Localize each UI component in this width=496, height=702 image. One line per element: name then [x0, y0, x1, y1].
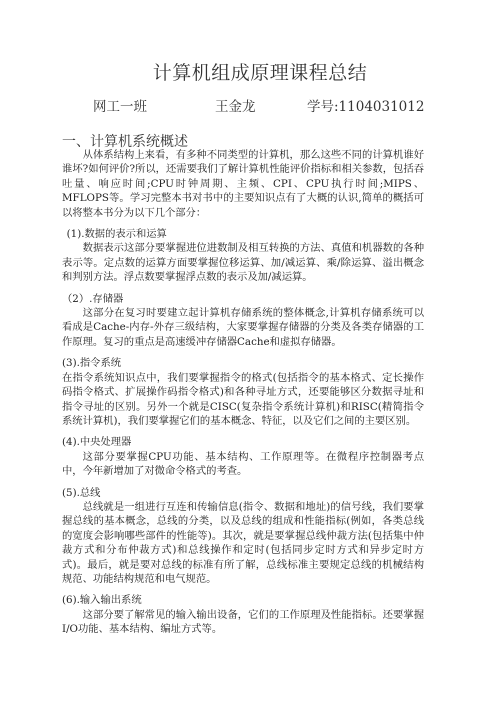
section-io-system — [62, 593, 424, 636]
section-text: 数据表示这部分要掌握进位进数制及相互转换的方法、真值和机器数的各种表示等。定点数的运算方面要掌握位移运算、加/减运算、乘/除运算、溢出概念和判别方法。浮点数要掌握浮点数的表示及加/减运算。 — [62, 242, 424, 284]
section-bus — [62, 486, 424, 587]
document-title: 计算机组成原理课程总结 — [152, 62, 368, 84]
section-title: (6).输入输出系统 — [62, 594, 142, 607]
document-body — [62, 148, 424, 637]
section-text: 总线就是一组进行互连和传输信息(指令、数据和地址)的信号线，我们要掌握总线的基本概念，总线的分类，以及总线的组成和性能指标(例如，各类总线的宽度会影响哪些部件的性能等)。其次，就是要掌握总线仲裁方法(包括集中仲裁方式和分布仲裁方式)和总线操作和定时(包括同步定时方式和异步定时方式)。最后，就是要对总线的标准有所了解，总线标准主要规定总线的机械结构规范、功能结构规范和电气规范。 — [62, 500, 424, 585]
section-title: (3).指令系统 — [62, 357, 122, 370]
section-text: 这部分在复习时要建立起计算机存储系统的整体概念,计算机存储系统可以看成是Cache-内存-外存三级结构，大家要掌握存储器的分类及各类存储器的工作原理。复习的重点是高速缓冲存储器Cache和虚拟存储器。 — [62, 307, 424, 348]
byline-name: 王金龙 — [215, 99, 256, 115]
section-title: (1).数据的表示和运算 — [66, 228, 167, 241]
section-title: (5).总线 — [62, 486, 101, 499]
intro-paragraph: 从体系结构上来看，有多种不同类型的计算机，那么这些不同的计算机谁好谁坏?如何评价?所以，还需要我们了解计算机性能评价指标和相关参数，包括吞吐量、响应时间;CPU时钟周期、主频、CPI、CPU执行时间;MIPS、MFLOPS等。学习完整本书对书中的主要知识点有了大概的认识,简单的概括可以将整本书分为以下几个部分： — [62, 149, 424, 219]
section-title: （2）.存储器 — [62, 292, 124, 305]
byline-class: 网工一班 — [93, 99, 147, 115]
section-text: 这部分要了解常见的输入输出设备，它们的工作原理及性能指标。还要掌握I/O功能、基本结构、编址方式等。 — [62, 608, 424, 636]
section-memory — [62, 292, 424, 350]
section-cpu — [62, 435, 424, 478]
byline-student-id: 学号:1104031012 — [307, 99, 425, 115]
section-text: 这部分要掌握CPU功能、基本结构、工作原理等。在微程序控制器考点中，今年新增加了对微命令格式的考查。 — [62, 450, 424, 478]
section-data-representation — [62, 227, 424, 285]
section-heading: 一、计算机系统概述 — [62, 134, 188, 150]
section-text: 在指令系统知识点中，我们要掌握指令的格式(包括指令的基本格式、定长操作码指令格式、扩展操作码指令格式)和各种寻址方式，还要能够区分数据寻址和指令寻址的区别。另外一个就是CISC(复杂指令系统计算机)和RISC(精简指令系统计算机)，我们要掌握它们的基本概念、特征，以及它们之间的主要区别。 — [62, 371, 424, 427]
section-instruction-set — [62, 356, 424, 428]
section-title: (4).中央处理器 — [62, 436, 132, 449]
